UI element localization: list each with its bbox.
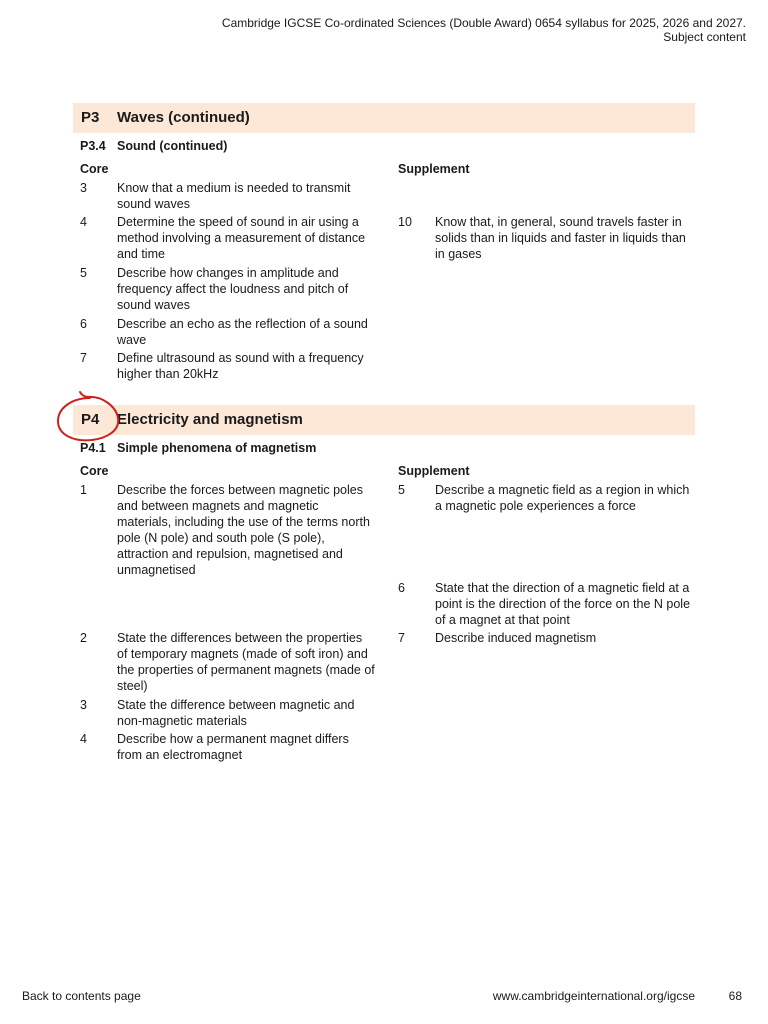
supplement-item-number: 6 — [398, 581, 405, 595]
core-item-text: Describe how a permanent magnet differs from an electromagnet — [117, 732, 349, 762]
section-code: P3 — [81, 109, 100, 126]
section-title: Electricity and magnetism — [117, 411, 303, 428]
core-item-text: State the difference between magnetic and non-magnetic materials — [117, 698, 355, 728]
core-item-number: 4 — [80, 732, 87, 746]
supplement-heading: Supplement — [398, 464, 470, 478]
core-item-number: 3 — [80, 698, 87, 712]
section-bar-p4 — [73, 405, 695, 435]
supplement-item-number: 5 — [398, 483, 405, 497]
supplement-item-number: 10 — [398, 215, 412, 229]
document-header-title: Cambridge IGCSE Co-ordinated Sciences (Double Award) 0654 syllabus for 2025, 2026 and 2027. — [221, 16, 746, 30]
core-item-text: Know that a medium is needed to transmit sound waves — [117, 181, 351, 211]
supplement-item-text: Know that, in general, sound travels faster in solids than in liquids and faster in liquids than in gases — [435, 215, 686, 261]
supplement-item-number: 7 — [398, 631, 405, 645]
subsection-title: Sound (continued) — [117, 139, 228, 153]
core-item-number: 1 — [80, 483, 87, 497]
website-link[interactable]: www.cambridgeinternational.org/igcse — [492, 989, 695, 1003]
core-item-text: Determine the speed of sound in air using a method involving a measurement of distance and time — [117, 215, 366, 261]
core-heading: Core — [80, 464, 109, 478]
supplement-item-text: Describe a magnetic field as a region in which a magnetic pole experiences a force — [435, 483, 690, 513]
core-item-number: 3 — [80, 181, 87, 195]
core-item-number: 6 — [80, 317, 87, 331]
core-item-text: Describe the forces between magnetic poles and between magnets and magnetic materials, including the use of the terms north pole (N pole) and south pole (S pole), attraction and repulsion, magnetised and unmagnetised — [117, 483, 370, 577]
core-item-text: Describe how changes in amplitude and frequency affect the loudness and pitch of sound waves — [117, 266, 349, 312]
document-header-subtitle: Subject content — [663, 30, 746, 44]
subsection-code: P3.4 — [80, 139, 106, 153]
subsection-code: P4.1 — [80, 441, 106, 455]
core-item-text: Define ultrasound as sound with a frequency higher than 20kHz — [117, 351, 364, 381]
annotation-circle-icon — [50, 388, 130, 448]
core-item-text: State the differences between the properties of temporary magnets (made of soft iron) and the properties of permanent magnets (made of steel) — [117, 631, 375, 693]
supplement-item-text: State that the direction of a magnetic field at a point is the direction of the force on the N pole of a magnet at that point — [435, 581, 691, 627]
page-number: 68 — [728, 989, 742, 1003]
section-code: P4 — [81, 411, 100, 428]
subsection-title: Simple phenomena of magnetism — [117, 441, 317, 455]
supplement-item-text: Describe induced magnetism — [435, 631, 597, 645]
core-item-text: Describe an echo as the reflection of a sound wave — [117, 317, 368, 347]
back-to-contents-link[interactable]: Back to contents page — [22, 989, 141, 1003]
core-item-number: 4 — [80, 215, 87, 229]
supplement-heading: Supplement — [398, 162, 470, 176]
core-heading: Core — [80, 162, 109, 176]
core-item-number: 7 — [80, 351, 87, 365]
core-item-number: 5 — [80, 266, 87, 280]
core-item-number: 2 — [80, 631, 87, 645]
section-bar-p3 — [73, 103, 695, 133]
section-title: Waves (continued) — [117, 109, 250, 126]
